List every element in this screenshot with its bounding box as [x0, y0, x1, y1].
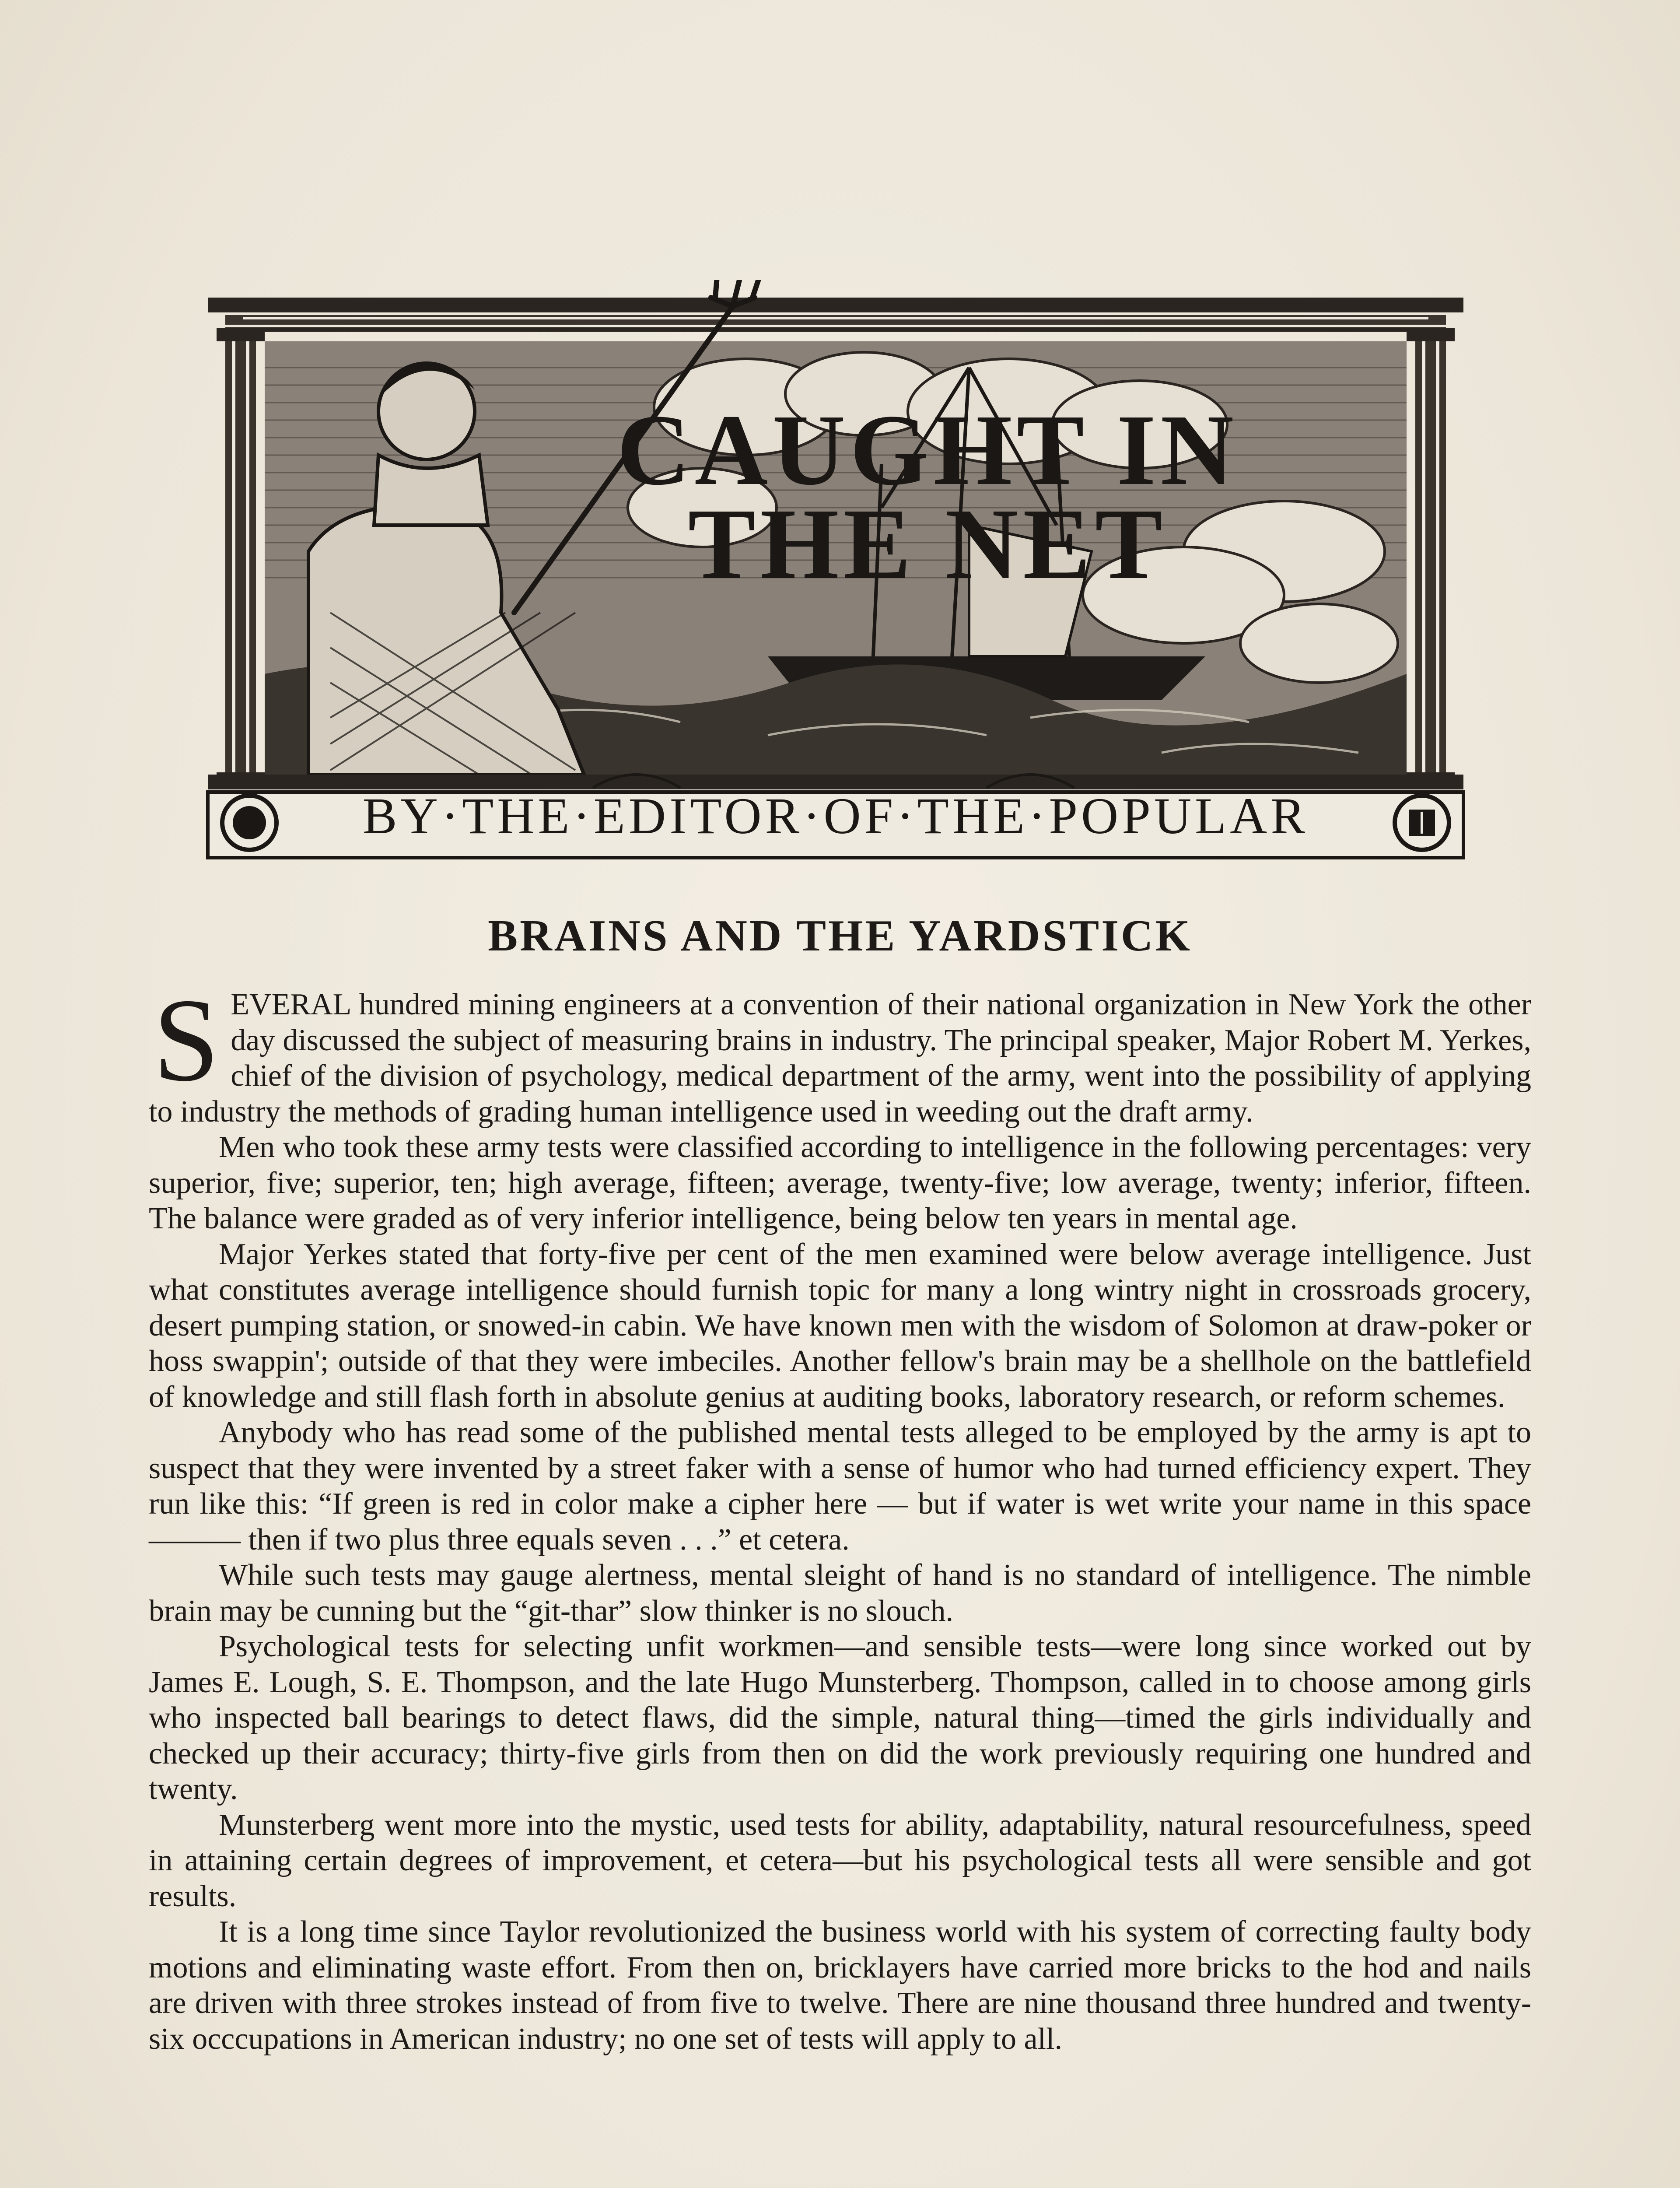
article-paragraph-4: Anybody who has read some of the published mental tests alleged to be employed by the army is apt to suspect that they were invented by a street faker with a sense of humor who had turned efficiency expert. They run like this: “If green is red in color make a cipher here — but if water is wet write your name in this space ——— then if two plus three equals seven . . .” et cetera.	[149, 1416, 1531, 1557]
article-paragraph-3: Major Yerkes stated that forty-five per cent of the men examined were below average intelligence. Just what constitutes average intelligence should furnish topic for many a long wintry night in crossroads grocery, desert pumping station, or snowed-in cabin. We have known men with the wisdom of Solomon at draw-poker or hoss swappin'; outside of that they were imbeciles. Another fellow's brain may be a shellhole on the battlefield of knowledge and still flash forth in absolute genius at auditing books, laboratory research, or reform schemes.	[149, 1237, 1531, 1414]
article-title: BRAINS AND THE YARDSTICK	[488, 911, 1192, 961]
article-paragraph-1	[149, 974, 1531, 1129]
article-paragraph-7: Munsterberg went more into the mystic, used tests for ability, adaptability, natural resourcefulness, speed in attaining certain degrees of improvement, et cetera—but his psychological tests all were sensible and got results.	[149, 1808, 1531, 1913]
article-paragraph-8: It is a long time since Taylor revolutionized the business world with his system of correcting faulty body motions and eliminating waste effort. From then on, bricklayers have carried more bricks to the hod and nails are driven with three strokes instead of from five to twelve. There are nine thousand three hundred and twenty-six occcupations in American industry; no one set of tests will apply to all.	[149, 1915, 1531, 2056]
paragraph-text: EVERAL hundred mining engineers at a convention of their national organization in New York the other day discussed the subject of measuring brains in industry. The principal speaker, Major Robert M. Yerkes, chief of the division of psychology, medical department of the army, went into the possibility of applying to industry the methods of grading human intelligence used in weeding out the draft army.	[149, 988, 1531, 1129]
header-title-line-1: CAUGHT IN	[617, 394, 1238, 506]
header-byline: BY·THE·EDITOR·OF·THE·POPULAR	[362, 787, 1309, 845]
article-body	[149, 974, 1531, 2057]
article-paragraph-5: While such tests may gauge alertness, mental sleight of hand is no standard of intelligence. The nimble brain may be cunning but the “git-thar” slow thinker is no slouch.	[149, 1558, 1531, 1628]
article-paragraph-2: Men who took these army tests were classified according to intelligence in the following percentages: very superior, five; superior, ten; high average, fifteen; average, twenty-five; low average, twenty; inferior, fifteen. The balance were graded as of very inferior intelligence, being below ten years in mental age.	[149, 1130, 1531, 1235]
drop-cap: S	[153, 974, 220, 1106]
header-title-line-2: THE NET	[688, 488, 1167, 600]
article-paragraph-6: Psychological tests for selecting unfit workmen—and sensible tests—were long since worked out by James E. Lough, S. E. Thompson, and the late Hugo Munsterberg. Thompson, called in to choose among girls who inspected ball bearings to detect flaws, did the simple, natural thing—timed the girls individually and checked up their accuracy; thirty-five girls from then on did the work previously requiring one hundred and twenty.	[149, 1630, 1531, 1806]
header-illustration	[199, 280, 1472, 871]
